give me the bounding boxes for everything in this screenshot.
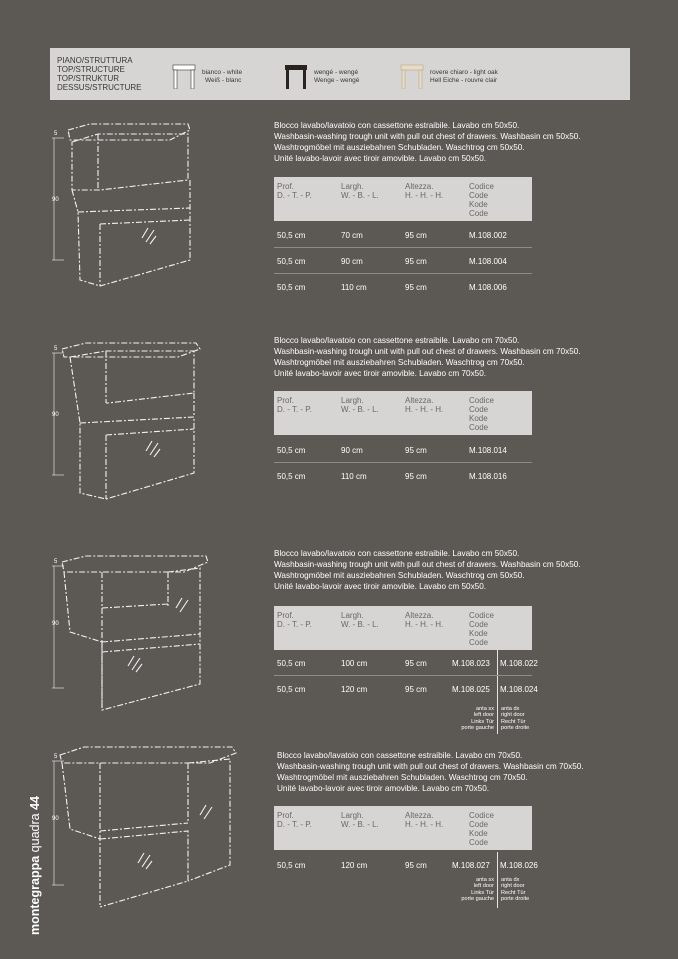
cell-depth: 50,5 cm (277, 685, 306, 694)
description-fr: Unité lavabo-lavoir avec tiroir amovible. Lavabo cm 50x50. (274, 154, 487, 163)
height-mark: 90 (52, 816, 59, 822)
door-notes-left (440, 706, 494, 732)
note-line: right door (501, 712, 525, 719)
note-line: left door (473, 883, 494, 890)
door-notes-right (501, 706, 529, 732)
cell-width: 70 cm (341, 231, 363, 240)
spec-table-header (274, 391, 532, 435)
legend-title-line: TOP/STRUCTURE (57, 65, 125, 74)
header-label: H. - H. - H. (405, 191, 444, 200)
depth-mark: 5 (54, 559, 58, 565)
product-description (274, 548, 581, 592)
header-label: Code (469, 638, 489, 647)
header-label: Code (469, 405, 489, 414)
cell-width: 90 cm (341, 446, 363, 455)
header-label: Prof. (277, 396, 294, 405)
cell-code: M.108.016 (469, 472, 507, 481)
note-line: Recht Tür (501, 889, 526, 896)
header-depth (277, 811, 312, 829)
cell-height: 95 cm (405, 472, 427, 481)
finish-label: wengé - wengé (314, 69, 359, 76)
note-line: porte droite (501, 725, 530, 732)
cell-code-right: M.108.024 (500, 685, 538, 694)
header-label: W. - B. - L. (341, 405, 379, 414)
header-label: Kode (469, 629, 488, 638)
header-label: Kode (469, 829, 488, 838)
cell-code: M.108.014 (469, 446, 507, 455)
cell-code: M.108.004 (469, 257, 507, 266)
cell-width: 110 cm (341, 283, 367, 292)
header-label: Altezza. (405, 396, 434, 405)
note-line: porte droite (501, 896, 530, 903)
note-line: Recht Tür (501, 718, 526, 725)
header-depth (277, 611, 312, 629)
header-label: W. - B. - L. (341, 820, 379, 829)
description-en: Washbasin-washing trough unit with pull out chest of drawers. Washbasin cm 70x50. (277, 762, 584, 771)
header-depth (277, 396, 312, 414)
header-label: Code (469, 838, 489, 847)
cell-depth: 50,5 cm (277, 659, 306, 668)
note-line: porte gauche (461, 725, 494, 732)
finish-label: Weiß - blanc (205, 76, 242, 84)
cell-width: 90 cm (341, 257, 363, 266)
header-label: D. - T. - P. (277, 820, 312, 829)
finish-label: Wenge - wengé (314, 76, 360, 84)
header-label: Largh. (341, 611, 364, 620)
height-mark: 90 (52, 412, 59, 418)
header-width (341, 396, 379, 414)
description-de: Washtrogmöbel mit ausziebahren Schubladen. Waschtrog cm 70x50. (277, 773, 528, 782)
product-section-1 (0, 120, 678, 300)
note-line: anta dx (501, 877, 520, 883)
finish-legend (50, 48, 630, 100)
header-code (469, 611, 494, 647)
description-en: Washbasin-washing trough unit with pull out chest of drawers. Washbasin cm 70x50. (274, 347, 581, 356)
product-section-2 (0, 335, 678, 515)
header-width (341, 611, 379, 629)
note-line: anta sx (475, 706, 494, 712)
note-line: anta sx (475, 877, 494, 883)
cell-width: 120 cm (341, 685, 368, 694)
table-row (274, 248, 532, 274)
description-fr: Unité lavabo-lavoir avec tiroir amovible. Lavabo cm 70x50. (277, 784, 490, 793)
finish-label: rovere chiaro - light oak (430, 69, 498, 76)
description-de: Washtrogmöbel mit ausziebahren Schubladen. Waschtrog cm 70x50. (274, 358, 525, 367)
header-label: Prof. (277, 182, 294, 191)
header-label: H. - H. - H. (405, 820, 444, 829)
header-label: Code (469, 191, 489, 200)
description-it: Blocco lavabo/lavatoio con cassettone estraibile. Lavabo cm 70x50. (277, 751, 523, 760)
depth-mark: 5 (54, 131, 58, 137)
door-notes-left (440, 877, 494, 903)
cell-depth: 50,5 cm (277, 861, 306, 870)
description-de: Washtrogmöbel mit ausziebahren Schubladen. Waschtrog cm 50x50. (274, 143, 525, 152)
cell-height: 95 cm (405, 659, 427, 668)
collection-name: quadra (28, 813, 42, 853)
header-label: W. - B. - L. (341, 620, 379, 629)
cell-depth: 50,5 cm (277, 283, 306, 292)
depth-mark: 5 (54, 754, 58, 760)
header-height (405, 396, 443, 414)
finish-label: bianco - white (202, 69, 243, 76)
header-label: H. - H. - H. (405, 620, 444, 629)
header-label: Altezza. (405, 811, 434, 820)
cell-code-right: M.108.026 (500, 861, 538, 870)
table-row (274, 274, 532, 300)
cell-height: 95 cm (405, 861, 427, 870)
description-en: Washbasin-washing trough unit with pull out chest of drawers. Washbasin cm 50x50. (274, 560, 581, 569)
table-row (274, 437, 532, 463)
note-line: Links Tür (471, 889, 494, 896)
cell-code: M.108.002 (469, 231, 507, 240)
header-label: Prof. (277, 611, 294, 620)
header-label: Codice (469, 811, 494, 820)
header-width (341, 182, 379, 200)
cell-depth: 50,5 cm (277, 446, 306, 455)
table-row (274, 650, 538, 676)
spec-table-header (274, 177, 532, 221)
depth-mark: 5 (54, 346, 58, 352)
header-label: D. - T. - P. (277, 191, 312, 200)
cell-width: 110 cm (341, 472, 367, 481)
page-number: 44 (28, 796, 42, 810)
cell-depth: 50,5 cm (277, 257, 306, 266)
description-fr: Unité lavabo-lavoir avec tiroir amovible. Lavabo cm 70x50. (274, 369, 487, 378)
cell-code-right: M.108.022 (500, 659, 538, 668)
header-label: Code (469, 209, 489, 218)
header-label: Code (469, 423, 489, 432)
brand-name: montegrappa (28, 855, 42, 935)
page-footer (28, 796, 42, 935)
table-row (274, 222, 532, 248)
header-code (469, 811, 494, 847)
header-label: Prof. (277, 811, 294, 820)
cell-depth: 50,5 cm (277, 231, 306, 240)
height-mark: 90 (52, 197, 59, 203)
header-code (469, 396, 494, 432)
note-line: porte gauche (461, 896, 494, 903)
cell-code: M.108.006 (469, 283, 507, 292)
description-it: Blocco lavabo/lavatoio con cassettone estraibile. Lavabo cm 50x50. (274, 549, 520, 558)
cell-code-left: M.108.025 (452, 685, 490, 694)
header-label: D. - T. - P. (277, 620, 312, 629)
description-fr: Unité lavabo-lavoir avec tiroir amovible. Lavabo cm 50x50. (274, 582, 487, 591)
description-en: Washbasin-washing trough unit with pull out chest of drawers. Washbasin cm 50x50. (274, 132, 581, 141)
header-label: Kode (469, 200, 488, 209)
product-description (274, 335, 581, 379)
cell-code-left: M.108.023 (452, 659, 490, 668)
door-notes-right (501, 877, 529, 903)
note-line: right door (501, 883, 525, 890)
cell-height: 95 cm (405, 257, 427, 266)
description-it: Blocco lavabo/lavatoio con cassettone estraibile. Lavabo cm 70x50. (274, 336, 520, 345)
header-label: Largh. (341, 396, 364, 405)
height-mark: 90 (52, 621, 59, 627)
legend-title (57, 56, 141, 92)
header-label: Code (469, 820, 489, 829)
product-description (274, 120, 581, 164)
header-label: W. - B. - L. (341, 191, 379, 200)
header-height (405, 182, 443, 200)
table-row (274, 676, 538, 702)
header-code (469, 182, 494, 218)
header-width (341, 811, 379, 829)
cell-depth: 50,5 cm (277, 472, 306, 481)
cell-height: 95 cm (405, 283, 427, 292)
cell-width: 100 cm (341, 659, 368, 668)
product-description (277, 750, 584, 794)
header-depth (277, 182, 312, 200)
table-row (274, 463, 532, 489)
product-section-4 (0, 745, 678, 915)
header-label: H. - H. - H. (405, 405, 444, 414)
header-label: Code (469, 620, 489, 629)
spec-table-header (274, 606, 532, 650)
description-it: Blocco lavabo/lavatoio con cassettone estraibile. Lavabo cm 50x50. (274, 121, 520, 130)
table-oak-icon (400, 63, 426, 89)
table-wenge-icon (284, 63, 310, 89)
legend-title-line: TOP/STRUKTUR (57, 74, 120, 83)
table-row (274, 852, 538, 878)
note-line: left door (473, 712, 494, 719)
product-section-3 (0, 548, 678, 738)
unit-drawing-4 (50, 745, 240, 913)
table-white-icon (172, 63, 198, 89)
description-de: Washtrogmöbel mit ausziebahren Schubladen. Waschtrog cm 50x50. (274, 571, 525, 580)
header-height (405, 611, 443, 629)
legend-title-line: DESSUS/STRUCTURE (57, 83, 142, 92)
spec-table-header (274, 806, 532, 850)
header-label: Altezza. (405, 611, 434, 620)
header-label: Altezza. (405, 182, 434, 191)
finish-label: Hell Eiche - rouvre clair (430, 76, 498, 84)
cell-width: 120 cm (341, 861, 368, 870)
unit-drawing-1 (50, 120, 210, 292)
header-label: Codice (469, 611, 494, 620)
header-label: Codice (469, 396, 494, 405)
note-line: Links Tür (471, 718, 494, 725)
header-label: Largh. (341, 182, 364, 191)
header-label: Largh. (341, 811, 364, 820)
cell-height: 95 cm (405, 685, 427, 694)
header-label: Codice (469, 182, 494, 191)
unit-drawing-3 (50, 548, 210, 720)
cell-height: 95 cm (405, 446, 427, 455)
cell-code-left: M.108.027 (452, 861, 490, 870)
header-label: Kode (469, 414, 488, 423)
header-height (405, 811, 443, 829)
unit-drawing-2 (50, 335, 210, 507)
legend-title-line: PIANO/STRUTTURA (57, 56, 133, 65)
header-label: D. - T. - P. (277, 405, 312, 414)
note-line: anta dx (501, 706, 520, 712)
cell-height: 95 cm (405, 231, 427, 240)
